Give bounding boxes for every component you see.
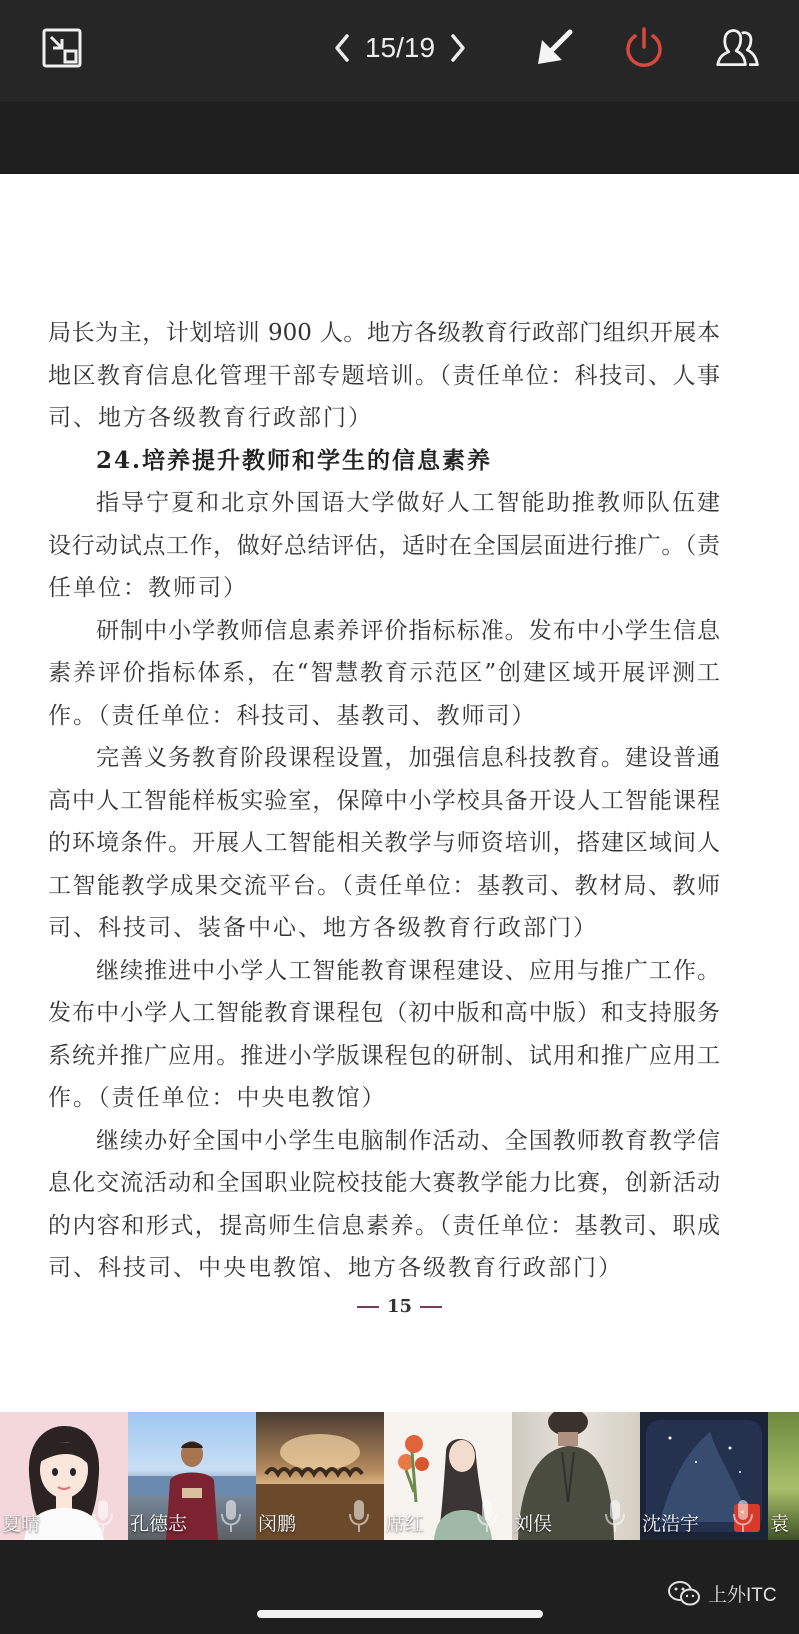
document-text bbox=[48, 312, 720, 1290]
doc-line: 完善义务教育阶段课程设置，加强信息科技教育。建设普通 bbox=[96, 745, 720, 771]
microphone-muted-icon bbox=[92, 1498, 114, 1534]
participant-tile[interactable] bbox=[256, 1412, 384, 1540]
toolbar-shade bbox=[0, 102, 799, 174]
participant-tile[interactable] bbox=[640, 1412, 768, 1540]
microphone-muted-icon bbox=[476, 1498, 498, 1534]
top-toolbar bbox=[0, 0, 799, 102]
doc-line: 地区教育信息化管理干部专题培训。（责任单位：科技司、人事 bbox=[48, 362, 720, 389]
participant-tile[interactable] bbox=[512, 1412, 640, 1540]
doc-line: 系统并推广应用。推进小学版课程包的研制、试用和推广应用工 bbox=[48, 1042, 720, 1069]
document-page[interactable] bbox=[0, 174, 799, 1412]
doc-line: 作。（责任单位：科技司、基教司、教师司） bbox=[48, 702, 537, 729]
page-indicator: 15/19 bbox=[364, 32, 436, 63]
participant-name: 孔德志 bbox=[130, 1513, 188, 1535]
doc-line: 作。（责任单位：中央电教馆） bbox=[48, 1085, 387, 1111]
participant-name: 沈浩宇 bbox=[642, 1513, 700, 1535]
section-heading: 24.培养提升教师和学生的信息素养 bbox=[96, 446, 493, 474]
watermark bbox=[668, 1580, 777, 1607]
doc-line: 继续推进中小学人工智能教育课程建设、应用与推广工作。 bbox=[96, 957, 720, 984]
bottom-bar bbox=[0, 1540, 799, 1634]
page-number-value: 15 bbox=[386, 1296, 413, 1317]
microphone-muted-icon bbox=[220, 1498, 242, 1534]
participants-icon[interactable] bbox=[714, 24, 762, 72]
participant-tile[interactable] bbox=[128, 1412, 256, 1540]
microphone-muted-icon bbox=[732, 1498, 754, 1534]
doc-line: 司、地方各级教育行政部门） bbox=[48, 405, 373, 431]
participant-strip[interactable] bbox=[0, 1412, 799, 1540]
doc-line: 司、科技司、中央电教馆、地方各级教育行政部门） bbox=[48, 1255, 623, 1281]
doc-line: 工智能教学成果交流平台。（责任单位：基教司、教材局、教师 bbox=[48, 872, 720, 899]
chevron-right-icon[interactable] bbox=[446, 28, 470, 68]
microphone-muted-icon bbox=[348, 1498, 370, 1534]
page-pager bbox=[330, 26, 470, 70]
doc-line: 的内容和形式，提高师生信息素养。（责任单位：基教司、职成 bbox=[48, 1212, 720, 1239]
power-icon[interactable] bbox=[620, 24, 668, 72]
doc-line: 局长为主，计划培训 900 人。地方各级教育行政部门组织开展本 bbox=[48, 320, 720, 346]
chevron-left-icon[interactable] bbox=[330, 28, 354, 68]
watermark-text: 上外ITC bbox=[708, 1585, 777, 1606]
doc-line: 指导宁夏和北京外国语大学做好人工智能助推教师队伍建 bbox=[96, 490, 720, 516]
microphone-muted-icon bbox=[604, 1498, 626, 1534]
participant-name: 袁 bbox=[770, 1513, 790, 1535]
participant-name: 闵鹏 bbox=[258, 1513, 297, 1535]
doc-line: 司、科技司、装备中心、地方各级教育行政部门） bbox=[48, 915, 598, 941]
wechat-icon bbox=[668, 1581, 700, 1607]
doc-line: 设行动试点工作，做好总结评估，适时在全国层面进行推广。（责 bbox=[48, 532, 720, 559]
participant-tile[interactable] bbox=[384, 1412, 512, 1540]
doc-line: 高中人工智能样板实验室，保障中小学校具备开设人工智能课程 bbox=[48, 787, 720, 814]
participant-name: 席红 bbox=[386, 1513, 425, 1535]
page-number-dash bbox=[420, 1306, 442, 1308]
participant-name: 刘俣 bbox=[514, 1513, 553, 1535]
participant-name: 夏晴 bbox=[2, 1513, 41, 1535]
doc-line: 继续办好全国中小学生电脑制作活动、全国教师教育教学信 bbox=[96, 1127, 720, 1154]
doc-line: 任单位：教师司） bbox=[48, 575, 248, 601]
doc-line: 的环境条件。开展人工智能相关教学与师资培训，搭建区域间人 bbox=[48, 830, 720, 856]
doc-line: 息化交流活动和全国职业院校技能大赛教学能力比赛，创新活动 bbox=[48, 1170, 720, 1196]
exit-fullscreen-icon[interactable] bbox=[38, 24, 86, 72]
doc-line: 研制中小学教师信息素养评价指标标准。发布中小学生信息 bbox=[96, 617, 720, 644]
page-number bbox=[0, 1296, 799, 1317]
doc-line: 发布中小学人工智能教育课程包（初中版和高中版）和支持服务 bbox=[48, 1000, 720, 1026]
page-number-dash bbox=[357, 1306, 379, 1308]
doc-line: 素养评价指标体系，在“智慧教育示范区”创建区域开展评测工 bbox=[48, 660, 720, 686]
home-indicator[interactable] bbox=[257, 1610, 543, 1618]
participant-tile[interactable] bbox=[768, 1412, 799, 1540]
arrow-down-left-icon[interactable] bbox=[530, 24, 578, 72]
participant-tile[interactable] bbox=[0, 1412, 128, 1540]
